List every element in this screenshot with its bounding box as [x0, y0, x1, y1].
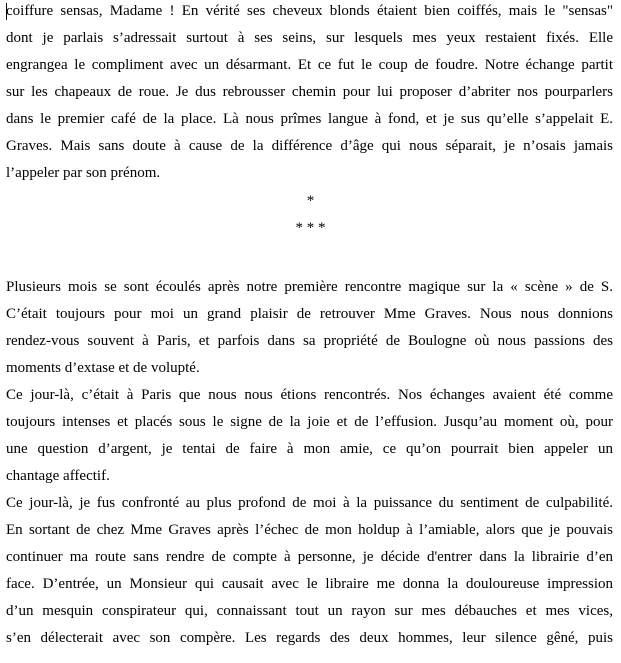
text-line: toujours intenses et placés sous le signe de la joie et de l’effusion. Jusqu’au moment où, pour: [6, 414, 613, 430]
text-line: dans le premier café de la place. Là nous prîmes langue à fond, et je sus qu’elle s’appelait E.: [6, 111, 613, 127]
text-line: l’appeler par son prénom.: [6, 165, 161, 181]
text-line: engrangea le compliment avec un désarmant. Et ce fut le coup de foudre. Notre échange partit: [6, 57, 613, 73]
text-line: Ce jour-là, je fus confronté au plus profond de moi à la puissance du sentiment de culpabilité.: [6, 495, 613, 511]
text-line: Plusieurs mois se sont écoulés après notre première rencontre magique sur la « scène » de S.: [6, 279, 613, 295]
text-line: sur les chapeaux de roue. Je dus rebrousser chemin pour lui proposer d’abriter nos pourparlers: [6, 84, 613, 100]
text-line: continuer ma route sans rendre de compte à personne, je décide d'entrer dans la librairie d’en: [6, 549, 613, 565]
text-line: dont je parlais s’adressait surtout à ses seins, sur lesquels mes yeux restaient fixés. Elle: [6, 30, 613, 46]
paragraph-4: [6, 490, 613, 652]
paragraph-3: [6, 382, 613, 490]
text-line: d’un mesquin conspirateur qui, connaissant tout un rayon sur mes débauches et mes vices,: [6, 603, 613, 619]
text-line: chantage affectif.: [6, 468, 110, 484]
text-line: face. D’entrée, un Monsieur qui causait avec le libraire me donna la douloureuse impression: [6, 576, 613, 592]
text-line: une question d’argent, je tentai de faire à mon amie, ce qu’on pourrait bien appeler un: [6, 441, 613, 457]
section-separator-triple: * * *: [295, 220, 326, 236]
section-separator-single: *: [306, 193, 315, 209]
text-line: Graves. Mais sans doute à cause de la différence d’âge qui nous séparait, je n’osais jamais: [6, 138, 613, 154]
text-line: rendez-vous souvent à Paris, et parfois dans sa propriété de Boulogne où nous passions des: [6, 333, 613, 349]
text-line: moments d’extase et de volupté.: [6, 360, 200, 376]
text-line: C’était toujours pour moi un grand plaisir de retrouver Mme Graves. Nous nous donnions: [6, 306, 613, 322]
text-line: s’en délecterait avec son compère. Les regards des deux hommes, leur silence gêné, puis: [6, 630, 613, 646]
text-line: coiffure sensas, Madame ! En vérité ses cheveux blonds étaient bien coiffés, mais le "sensas": [6, 3, 613, 19]
paragraph-1: [6, 0, 613, 187]
text-line: En sortant de chez Mme Graves après l’échec de mon holdup à l’amiable, alors que je pouvais: [6, 522, 613, 538]
paragraph-2: [6, 274, 613, 382]
text-line: Ce jour-là, c’était à Paris que nous nous étions rencontrés. Nos échanges avaient été comme: [6, 387, 613, 403]
